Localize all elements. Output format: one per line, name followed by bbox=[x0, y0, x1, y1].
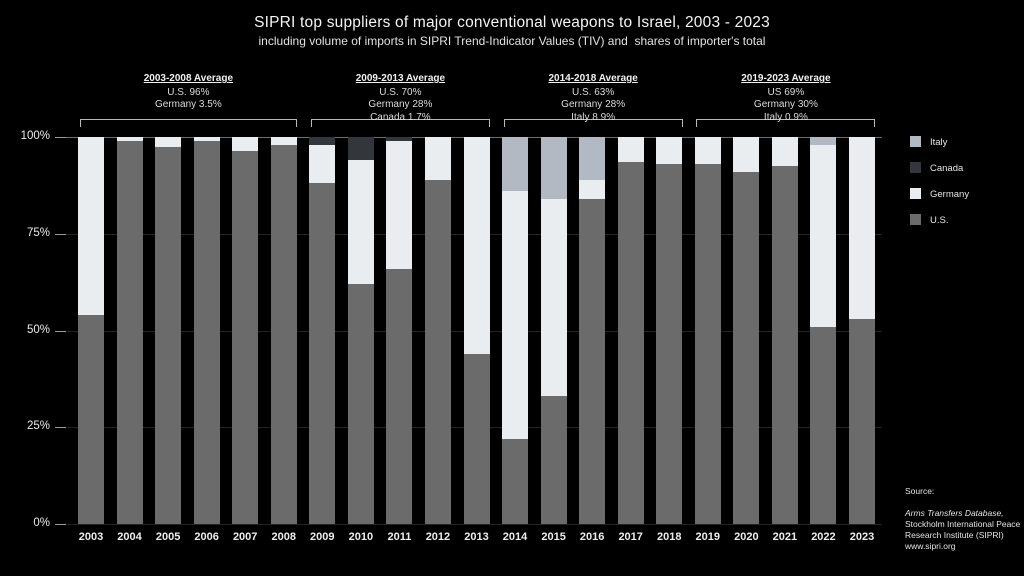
chart-title: SIPRI top suppliers of major conventional weapons to Israel, 2003 - 2023 bbox=[254, 14, 770, 31]
bar-segment-2015-germany bbox=[541, 199, 567, 396]
group-annotation-line-0-0: U.S. 96% bbox=[167, 86, 210, 98]
bar-segment-2010-germany bbox=[348, 160, 374, 284]
x-axis-label-2010: 2010 bbox=[348, 531, 374, 543]
group-annotation-line-2-2: Italy 8.9% bbox=[571, 111, 616, 123]
bar-segment-2011-canada bbox=[386, 137, 412, 141]
y-axis-tick-75 bbox=[55, 234, 66, 235]
x-axis-label-2022: 2022 bbox=[811, 531, 836, 543]
group-annotation-header-2: 2014-2018 Average bbox=[548, 73, 638, 84]
group-annotation-header-0: 2003-2008 Average bbox=[143, 73, 234, 84]
bar-segment-2020-us bbox=[733, 172, 759, 524]
bar-segment-2022-germany bbox=[810, 145, 836, 327]
group-annotation-3 bbox=[686, 73, 886, 124]
group-annotation-0 bbox=[88, 73, 288, 112]
legend-label-italy: Italy bbox=[930, 137, 948, 148]
x-axis-label-2023: 2023 bbox=[849, 531, 875, 543]
bar-segment-2010-canada bbox=[348, 137, 374, 160]
group-annotation-line-3-0: US 69% bbox=[767, 86, 805, 98]
legend-swatch-us bbox=[910, 214, 921, 225]
group-annotation-line-0-1: Germany 3.5% bbox=[155, 99, 222, 110]
legend-label-us: U.S. bbox=[930, 215, 949, 226]
group-annotation-line-2-1: Germany 28% bbox=[561, 99, 626, 110]
bar-segment-2009-canada bbox=[309, 137, 335, 145]
x-axis-label-2020: 2020 bbox=[734, 531, 759, 543]
bar-segment-2020-germany bbox=[733, 137, 759, 172]
source-url: www.sipri.org bbox=[905, 541, 956, 551]
bar-segment-2014-germany bbox=[502, 191, 528, 439]
bar-segment-2021-us bbox=[772, 166, 798, 524]
bar-segment-2003-us bbox=[78, 315, 104, 524]
y-axis-label-0: 0% bbox=[33, 517, 50, 529]
bar-segment-2012-germany bbox=[425, 137, 451, 180]
chart-subtitle: including volume of imports in SIPRI Trend-Indicator Values (TIV) and shares of importer's total bbox=[258, 34, 766, 48]
bar-segment-2019-us bbox=[695, 164, 721, 524]
group-annotation-2 bbox=[493, 73, 693, 124]
bar-segment-2009-germany bbox=[309, 145, 335, 184]
bar-segment-2023-us bbox=[849, 319, 875, 524]
y-axis-label-25: 25% bbox=[26, 420, 50, 433]
bar-segment-2016-italy bbox=[579, 137, 605, 180]
bar-segment-2021-germany bbox=[772, 137, 798, 166]
bar-segment-2013-germany bbox=[464, 137, 490, 354]
x-axis-label-2005: 2005 bbox=[155, 531, 181, 543]
bar-segment-2012-us bbox=[425, 180, 451, 524]
x-axis-label-2004: 2004 bbox=[117, 531, 142, 543]
bar-segment-2006-us bbox=[194, 141, 220, 524]
x-axis-label-2016: 2016 bbox=[579, 531, 605, 543]
bar-segment-2017-germany bbox=[618, 137, 644, 162]
x-axis-label-2017: 2017 bbox=[618, 531, 643, 543]
legend-swatch-canada bbox=[910, 162, 921, 173]
source-database-line: Arms Transfers Database, bbox=[905, 508, 1004, 518]
group-bracket-0 bbox=[80, 119, 298, 127]
bar-segment-2008-us bbox=[271, 145, 297, 524]
bar-segment-2007-us bbox=[232, 151, 258, 524]
bar-segment-2011-germany bbox=[386, 141, 412, 269]
bar-segment-2016-germany bbox=[579, 180, 605, 199]
bar-segment-2004-germany bbox=[117, 137, 143, 141]
x-axis-label-2013: 2013 bbox=[464, 531, 489, 543]
x-axis-label-2007: 2007 bbox=[232, 531, 258, 543]
x-axis-label-2003: 2003 bbox=[78, 531, 104, 543]
legend-swatch-italy bbox=[910, 136, 921, 147]
group-annotation-line-1-1: Germany 28% bbox=[368, 99, 433, 110]
group-annotation-1 bbox=[300, 73, 500, 124]
x-axis-label-2011: 2011 bbox=[387, 531, 412, 543]
bar-segment-2007-germany bbox=[232, 137, 258, 151]
group-annotation-line-1-2: Canada 1.7% bbox=[370, 111, 431, 123]
source-block bbox=[905, 486, 1024, 552]
bar-segment-2014-us bbox=[502, 439, 528, 524]
y-axis-label-75: 75% bbox=[26, 226, 50, 239]
x-axis-label-2009: 2009 bbox=[310, 531, 335, 543]
legend-swatch-germany bbox=[910, 188, 921, 199]
bar-segment-2018-germany bbox=[656, 137, 682, 164]
bar-segment-2003-germany bbox=[78, 137, 104, 315]
bar-segment-2005-germany bbox=[155, 137, 181, 147]
bar-segment-2015-italy bbox=[541, 137, 567, 199]
x-axis-label-2019: 2019 bbox=[695, 531, 721, 543]
bar-segment-2005-us bbox=[155, 147, 181, 524]
gridline-0 bbox=[65, 524, 882, 525]
bar-segment-2022-italy bbox=[810, 137, 836, 145]
group-annotation-header-1: 2009-2013 Average bbox=[355, 73, 446, 84]
bar-segment-2006-germany bbox=[194, 137, 220, 141]
y-axis-label-50: 50% bbox=[26, 323, 50, 336]
bar-segment-2019-germany bbox=[695, 137, 721, 164]
group-annotation-line-3-2: Italy 0.9% bbox=[763, 111, 808, 123]
group-annotation-header-3: 2019-2023 Average bbox=[741, 73, 831, 84]
y-axis-tick-100 bbox=[55, 137, 66, 138]
x-axis-label-2018: 2018 bbox=[657, 531, 682, 543]
y-axis-tick-25 bbox=[55, 427, 66, 428]
bar-segment-2011-us bbox=[386, 269, 412, 524]
y-axis-tick-50 bbox=[55, 331, 66, 332]
group-annotation-line-1-0: U.S. 70% bbox=[379, 86, 422, 98]
source-label: Source: bbox=[905, 486, 935, 496]
bar-segment-2018-us bbox=[656, 164, 682, 524]
bar-segment-2009-us bbox=[309, 183, 335, 524]
group-annotation-line-2-0: U.S. 63% bbox=[572, 86, 615, 98]
y-axis-tick-0 bbox=[55, 524, 66, 525]
bar-segment-2022-us bbox=[810, 327, 836, 524]
x-axis-label-2014: 2014 bbox=[502, 531, 528, 543]
bar-segment-2016-us bbox=[579, 199, 605, 524]
bar-segment-2004-us bbox=[117, 141, 143, 524]
bar-segment-2023-germany bbox=[849, 137, 875, 319]
source-institute-line: Stockholm International Peace Research Institute (SIPRI) bbox=[905, 519, 1021, 540]
bar-segment-2014-italy bbox=[502, 137, 528, 191]
bar-segment-2015-us bbox=[541, 396, 567, 524]
x-axis-label-2012: 2012 bbox=[425, 531, 451, 543]
bar-segment-2013-us bbox=[464, 354, 490, 524]
x-axis-label-2015: 2015 bbox=[541, 531, 566, 543]
x-axis-label-2008: 2008 bbox=[271, 531, 296, 543]
y-axis-label-100: 100% bbox=[20, 130, 50, 142]
x-axis-label-2021: 2021 bbox=[772, 531, 798, 543]
legend-label-germany: Germany bbox=[930, 189, 970, 200]
bar-segment-2017-us bbox=[618, 162, 644, 524]
group-annotation-line-3-1: Germany 30% bbox=[753, 99, 818, 110]
legend-label-canada: Canada bbox=[930, 163, 964, 174]
bar-segment-2008-germany bbox=[271, 137, 297, 145]
x-axis-label-2006: 2006 bbox=[194, 531, 219, 543]
bar-segment-2010-us bbox=[348, 284, 374, 524]
